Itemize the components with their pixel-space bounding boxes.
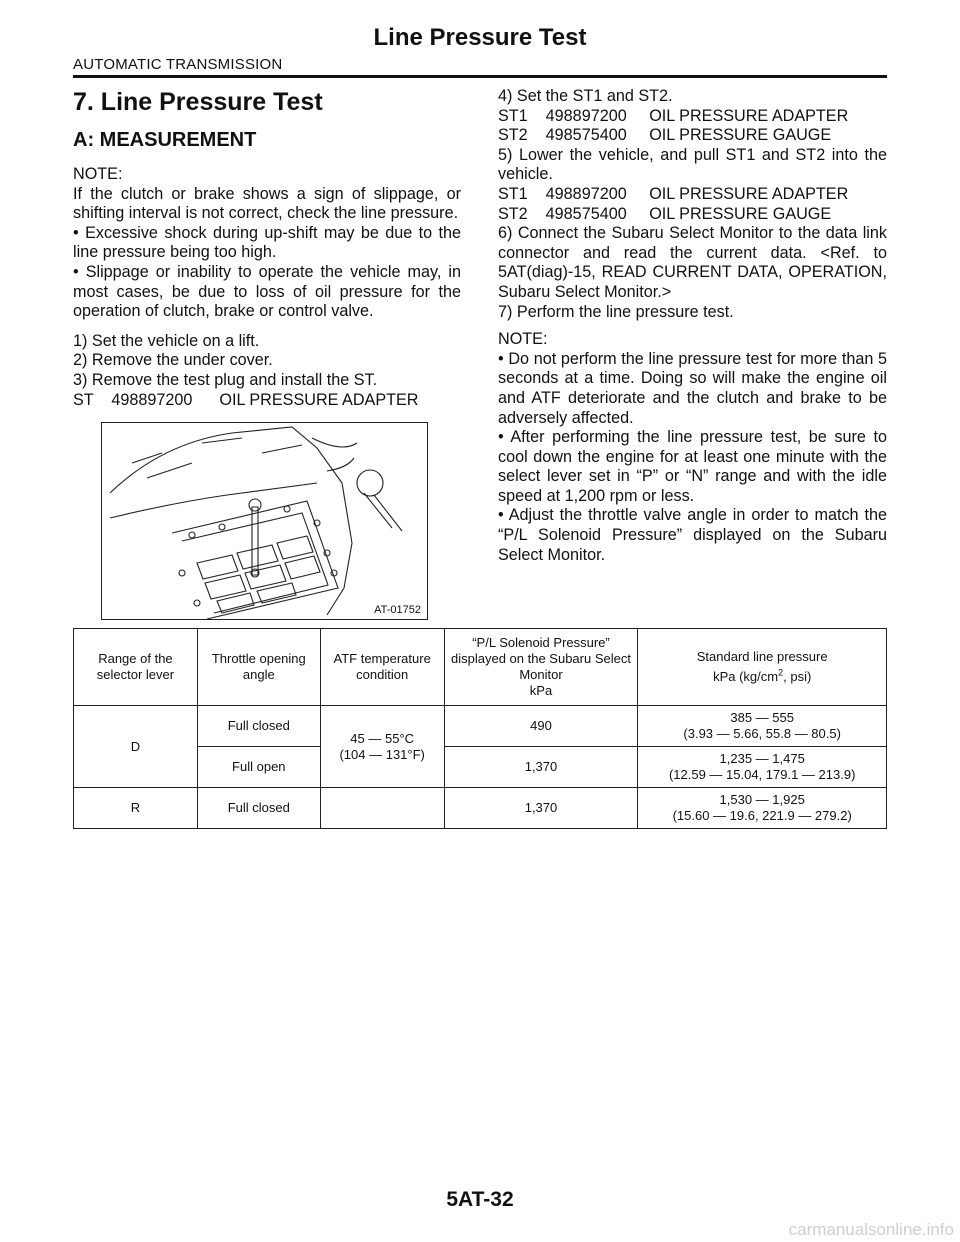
step-2: 2) Remove the under cover. bbox=[73, 351, 273, 370]
note-text: If the clutch or brake shows a sign of slippage, or shifting interval is not correct, check the line pressure. bbox=[73, 184, 461, 223]
step-4: 4) Set the ST1 and ST2. bbox=[498, 87, 673, 105]
special-tool-line: ST2 498575400 OIL PRESSURE GAUGE bbox=[498, 126, 832, 145]
cell-standard: 1,530 — 1,925 (15.60 — 19.6, 221.9 — 279.2) bbox=[638, 788, 887, 829]
cell-pl: 1,370 bbox=[444, 788, 638, 829]
step-7: 7) Perform the line pressure test. bbox=[498, 302, 734, 321]
section-heading: 7. Line Pressure Test bbox=[73, 88, 323, 116]
header-atf: ATF temperature condition bbox=[320, 629, 444, 706]
cell-range: D bbox=[74, 706, 198, 788]
right-column bbox=[498, 87, 887, 565]
cell-throttle: Full closed bbox=[197, 788, 320, 829]
cell-throttle: Full closed bbox=[197, 706, 320, 747]
table-row bbox=[74, 706, 887, 747]
note-bullet: • Excessive shock during up-shift may be due to the line pressure being too high. bbox=[73, 223, 461, 262]
section-name: AUTOMATIC TRANSMISSION bbox=[73, 56, 283, 73]
header-pl: “P/L Solenoid Pressure” displayed on the Subaru Select Monitor kPa bbox=[444, 629, 638, 706]
subsection-heading: A: MEASUREMENT bbox=[73, 129, 257, 151]
step-5: 5) Lower the vehicle, and pull ST1 and ST2 into the vehicle. bbox=[498, 145, 887, 184]
cell-pl: 1,370 bbox=[444, 747, 638, 788]
page-number: 5AT-32 bbox=[446, 1188, 514, 1211]
special-tool-line: ST1 498897200 OIL PRESSURE ADAPTER bbox=[498, 184, 849, 203]
header-range: Range of the selector lever bbox=[74, 629, 198, 706]
header-rule bbox=[73, 75, 887, 78]
header-throttle: Throttle opening angle bbox=[197, 629, 320, 706]
note-bullet: • Do not perform the line pressure test for more than 5 seconds at a time. Doing so will make the engine oil and ATF deteriorate and the clutch and brake to be adversely affected. bbox=[498, 349, 887, 427]
line-pressure-table bbox=[73, 628, 887, 829]
note-label: NOTE: bbox=[73, 165, 123, 183]
cell-standard: 385 — 555 (3.93 — 5.66, 55.8 — 80.5) bbox=[638, 706, 887, 747]
cell-atf-empty bbox=[320, 788, 444, 829]
special-tool-line: ST1 498897200 OIL PRESSURE ADAPTER bbox=[498, 106, 849, 125]
left-column bbox=[73, 87, 461, 410]
watermark: carmanualsonline.info bbox=[788, 1220, 954, 1239]
cell-standard: 1,235 — 1,475 (12.59 — 15.04, 179.1 — 213.9) bbox=[638, 747, 887, 788]
page-title: Line Pressure Test bbox=[373, 24, 587, 51]
transmission-pan-illustration bbox=[102, 423, 427, 619]
note-bullet: • Adjust the throttle valve angle in order to match the “P/L Solenoid Pressure” displayed on the Subaru Select Monitor. bbox=[498, 506, 887, 564]
step-1: 1) Set the vehicle on a lift. bbox=[73, 331, 260, 350]
figure-label: AT-01752 bbox=[374, 604, 421, 616]
table-row bbox=[74, 788, 887, 829]
cell-atf: 45 — 55°C (104 — 131°F) bbox=[320, 706, 444, 788]
special-tool-line: ST 498897200 OIL PRESSURE ADAPTER bbox=[73, 390, 419, 409]
special-tool-line: ST2 498575400 OIL PRESSURE GAUGE bbox=[498, 204, 832, 223]
header-standard: Standard line pressure kPa ($kg/cm^2$, psi) bbox=[638, 629, 887, 706]
cell-range: R bbox=[74, 788, 198, 829]
note-bullet: • Slippage or inability to operate the vehicle may, in most cases, be due to loss of oil pressure for the operation of clutch, brake or control valve. bbox=[73, 262, 461, 321]
note-bullet: • After performing the line pressure test, be sure to cool down the engine for at least one minute with the select lever set in “P” or “N” range and with the idle speed at 1,200 rpm or less. bbox=[498, 428, 887, 505]
step-3: 3) Remove the test plug and install the ST. bbox=[73, 370, 378, 389]
step-6: 6) Connect the Subaru Select Monitor to the data link connector and read the current data. <Ref. to 5AT(diag)-15, READ CURRENT DATA, OPERATION, Subaru Select Monitor.> bbox=[498, 224, 887, 301]
cell-throttle: Full open bbox=[197, 747, 320, 788]
table-header-row bbox=[74, 629, 887, 706]
note-label: NOTE: bbox=[498, 330, 548, 349]
transmission-figure bbox=[101, 422, 428, 620]
cell-pl: 490 bbox=[444, 706, 638, 747]
